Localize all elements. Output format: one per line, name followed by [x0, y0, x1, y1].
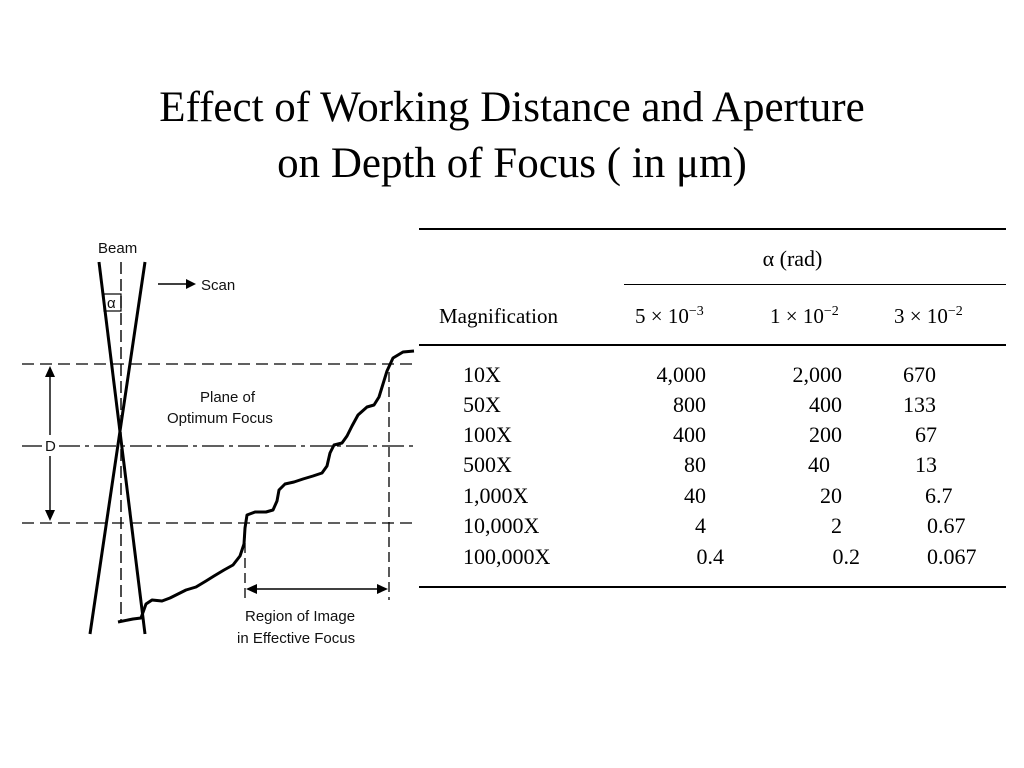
region-arrowhead-left: [246, 584, 257, 594]
row-4-value-3: 13: [915, 452, 937, 477]
plane-label-line-1: Plane of: [200, 389, 256, 406]
alpha-header: α (rad): [762, 246, 823, 271]
aperture-header-1: [635, 304, 704, 329]
row-3-value-3: 67: [915, 422, 937, 447]
row-2-value-1: 800: [673, 392, 706, 417]
row-7-value-1: 0.4: [696, 544, 724, 569]
region-label-line-2: in Effective Focus: [237, 630, 356, 647]
row-4-magnification: 500X: [463, 452, 512, 477]
row-6-magnification: 10,000X: [463, 513, 540, 538]
d-arrowhead-bottom: [45, 510, 55, 521]
row-5-value-3: 6.7: [925, 483, 953, 508]
aperture-3-base: 3 × 10: [894, 304, 948, 328]
title-line-2: on Depth of Focus ( in μm): [277, 140, 747, 187]
row-6-value-2: 2: [831, 513, 842, 538]
table-top-rule: [419, 228, 1006, 230]
scan-label: Scan: [201, 277, 236, 294]
row-1-magnification: 10X: [463, 362, 501, 387]
row-1-value-2: 2,000: [792, 362, 842, 387]
d-arrowhead-top: [45, 366, 55, 377]
row-4-value-1: 80: [684, 452, 706, 477]
d-label: D: [45, 438, 56, 455]
beam-label: Beam: [98, 240, 138, 257]
row-2-magnification: 50X: [463, 392, 501, 417]
plane-label-line-2: Optimum Focus: [167, 410, 273, 427]
depth-of-focus-table: [419, 226, 1006, 590]
row-1-value-1: 4,000: [656, 362, 706, 387]
row-2-value-2: 400: [809, 392, 842, 417]
depth-of-focus-diagram: [0, 0, 420, 768]
row-3-magnification: 100X: [463, 422, 512, 447]
row-7-value-3: 0.067: [927, 544, 977, 569]
title-line-1: Effect of Working Distance and Aperture: [159, 84, 865, 131]
row-7-magnification: 100,000X: [463, 544, 551, 569]
aperture-1-exponent: −3: [688, 304, 704, 319]
specimen-surface-profile: [118, 351, 414, 622]
aperture-2-exponent: −2: [823, 304, 839, 319]
aperture-3-exponent: −2: [947, 304, 963, 319]
magnification-header: Magnification: [439, 304, 558, 328]
row-3-value-1: 400: [673, 422, 706, 447]
region-label-line-1: Region of Image: [245, 608, 356, 625]
aperture-2-base: 1 × 10: [770, 304, 824, 328]
row-6-value-3: 0.67: [927, 513, 966, 538]
row-7-value-2: 0.2: [832, 544, 860, 569]
region-arrowhead-right: [377, 584, 388, 594]
row-1-value-3: 670: [903, 362, 936, 387]
alpha-symbol: α: [107, 295, 116, 312]
scan-arrowhead: [186, 279, 196, 289]
row-4-value-2: 40: [808, 452, 830, 477]
row-6-value-1: 4: [695, 513, 706, 538]
row-5-magnification: 1,000X: [463, 483, 529, 508]
aperture-1-base: 5 × 10: [635, 304, 689, 328]
aperture-header-2: [770, 304, 839, 329]
aperture-header-3: [894, 304, 963, 329]
alpha-subrule: [624, 284, 1006, 285]
row-2-value-3: 133: [903, 392, 936, 417]
table-bottom-rule: [419, 586, 1006, 588]
header-bottom-rule: [419, 344, 1006, 346]
row-5-value-2: 20: [820, 483, 842, 508]
row-5-value-1: 40: [684, 483, 706, 508]
row-3-value-2: 200: [809, 422, 842, 447]
